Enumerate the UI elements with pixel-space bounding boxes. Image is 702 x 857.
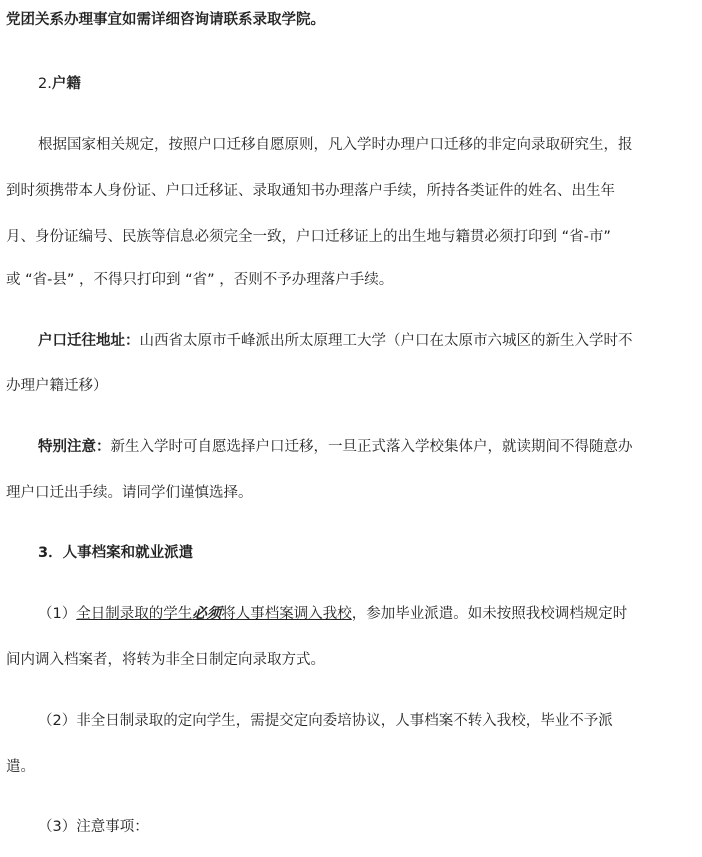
item-1-underlined-text: 全日制录取的学生 — [76, 606, 193, 622]
notice-line-2: 理户口迁出手续。请同学们谨慎选择。 — [6, 485, 253, 501]
item-1-prefix: （1） — [38, 606, 77, 622]
section-3-heading: 3．人事档案和就业派遣 — [38, 545, 194, 561]
item-1-underlined-text-2: 将人事档案调入我校 — [221, 606, 352, 622]
notice-label: 特别注意： — [38, 439, 111, 455]
item-3-paragraph: （3）注意事项： — [38, 819, 149, 835]
party-relations-note: 党团关系办理事宜如需详细咨询请联系录取学院。 — [6, 12, 325, 28]
notice-paragraph — [38, 437, 702, 457]
paragraph-line: 或 “省-县” ，不得只打印到 “省” ，否则不予办理落户手续。 — [6, 272, 394, 288]
item-1-paragraph — [38, 604, 702, 624]
section-2-number: 2. — [38, 76, 52, 92]
address-label: 户口迁往地址： — [38, 333, 140, 349]
address-line-2: 办理户籍迁移） — [6, 378, 108, 394]
address-text: 山西省太原市千峰派出所太原理工大学（户口在太原市六城区的新生入学时不 — [139, 333, 633, 349]
item-1-text: ，参加毕业派遣。如未按照我校调档规定时 — [351, 606, 628, 622]
section-2-title: 户籍 — [51, 76, 81, 92]
item-1-line-2: 间内调入档案者，将转为非全日制定向录取方式。 — [6, 652, 325, 668]
section-2-heading — [38, 74, 702, 94]
paragraph-line: 根据国家相关规定，按照户口迁移自愿原则，凡入学时办理户口迁移的非定向录取研究生，报 — [38, 137, 633, 153]
item-2-paragraph: （2）非全日制录取的定向学生，需提交定向委培协议，人事档案不转入我校，毕业不予派 — [38, 713, 613, 729]
item-1-emphasis: 必须 — [192, 606, 222, 622]
address-paragraph — [38, 331, 702, 351]
paragraph-line: 月、身份证编号、民族等信息必须完全一致，户口迁移证上的出生地与籍贯必须打印到 “省-市” — [6, 229, 611, 245]
item-2-line-2: 遣。 — [6, 759, 35, 775]
notice-text: 新生入学时可自愿选择户口迁移，一旦正式落入学校集体户，就读期间不得随意办 — [110, 439, 633, 455]
paragraph-line: 到时须携带本人身份证、户口迁移证、录取通知书办理落户手续，所持各类证件的姓名、出生年 — [6, 183, 615, 199]
